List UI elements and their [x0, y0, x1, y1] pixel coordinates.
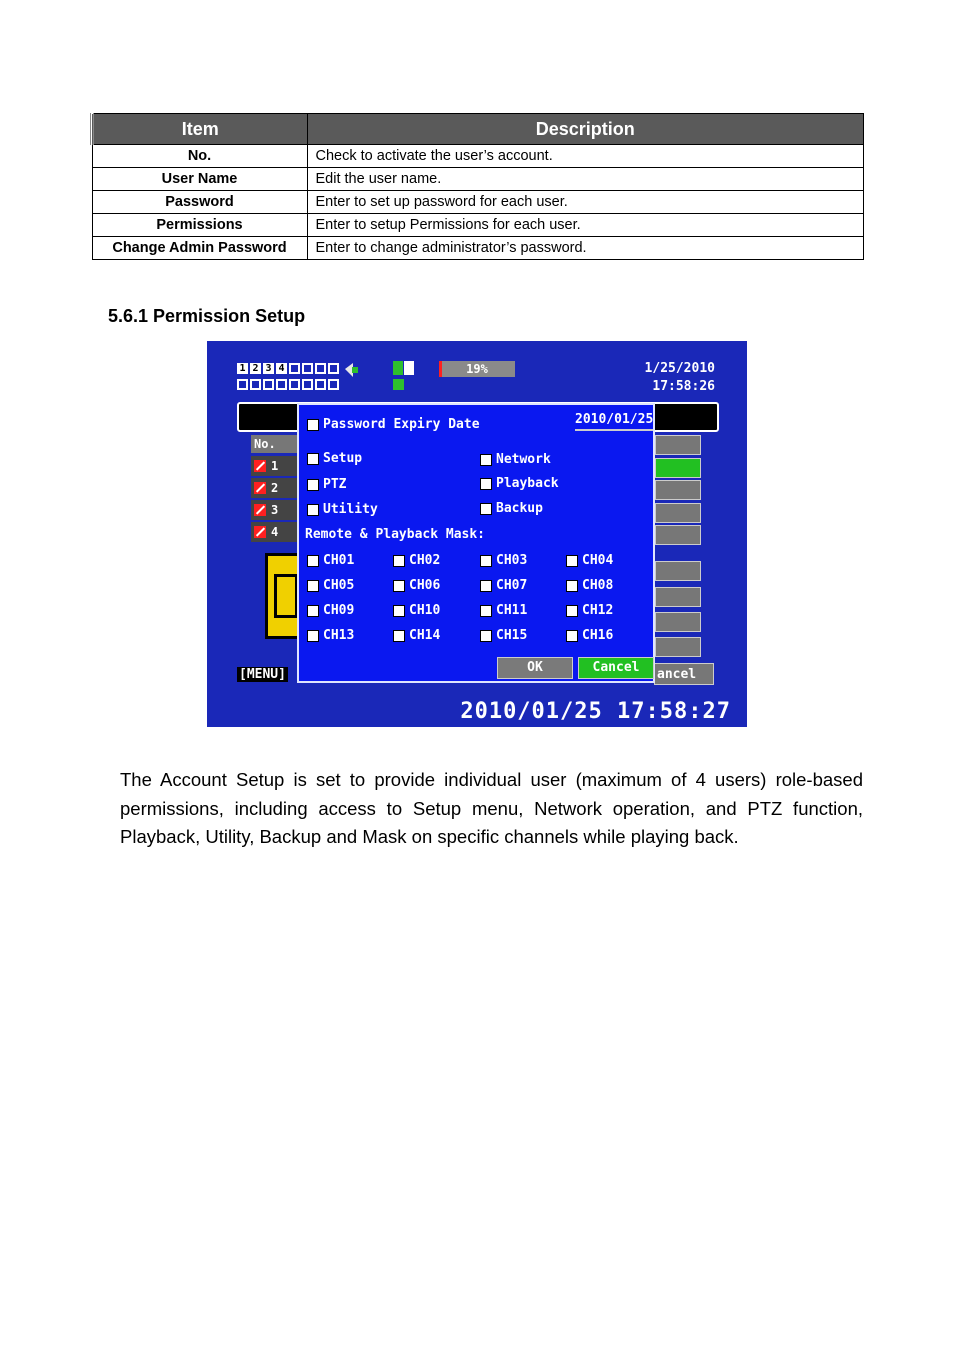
channel-checkbox[interactable]: [566, 628, 613, 643]
checkbox-icon[interactable]: [307, 555, 319, 567]
perm-utility-checkbox[interactable]: [307, 502, 378, 517]
user-row[interactable]: [251, 456, 297, 476]
checkbox-icon[interactable]: [480, 454, 492, 466]
channel-checkbox[interactable]: [566, 603, 613, 618]
checkbox-icon[interactable]: [307, 504, 319, 516]
checkbox-icon[interactable]: [307, 580, 319, 592]
hdd-usage-label: 19%: [466, 362, 488, 376]
menu-hint: [MENU]: [239, 667, 286, 682]
side-button[interactable]: [655, 612, 701, 632]
side-button[interactable]: [655, 587, 701, 607]
checkbox-icon[interactable]: [393, 580, 405, 592]
camera-slot-icon: [237, 379, 248, 390]
checkbox-icon[interactable]: [254, 504, 266, 516]
channel-checkbox[interactable]: [393, 603, 440, 618]
perm-label: PTZ: [323, 477, 347, 492]
checkbox-icon[interactable]: [307, 605, 319, 617]
usb-storage-icon: [393, 361, 417, 393]
osd-date: 1/25/2010: [644, 361, 715, 376]
camera-3-indicator: 3: [263, 363, 274, 374]
channel-checkbox[interactable]: [393, 578, 440, 593]
camera-status-row-2: [237, 379, 339, 390]
channel-label: CH09: [323, 603, 355, 618]
checkbox-icon[interactable]: [566, 605, 578, 617]
channel-label: CH07: [496, 578, 528, 593]
table-header-row: [92, 114, 864, 145]
channel-label: CH08: [582, 578, 614, 593]
camera-slot-icon: [289, 363, 300, 374]
checkbox-icon[interactable]: [393, 555, 405, 567]
checkbox-icon[interactable]: [480, 630, 492, 642]
camera-1-indicator: 1: [237, 363, 248, 374]
checkbox-icon[interactable]: [566, 580, 578, 592]
channel-checkbox[interactable]: [566, 553, 613, 568]
row-item: Change Admin Password: [92, 237, 307, 260]
perm-network-checkbox[interactable]: [480, 452, 551, 467]
channel-label: CH13: [323, 628, 355, 643]
camera-slot-icon: [263, 379, 274, 390]
side-button-active[interactable]: [655, 458, 701, 478]
checkbox-icon[interactable]: [254, 526, 266, 538]
channel-checkbox[interactable]: [480, 603, 527, 618]
ok-button[interactable]: OK: [497, 657, 573, 679]
camera-slot-icon: [289, 379, 300, 390]
channel-checkbox[interactable]: [480, 578, 527, 593]
channel-label: CH04: [582, 553, 614, 568]
user-row[interactable]: [251, 478, 297, 498]
row-item: No.: [92, 145, 307, 168]
camera-2-indicator: 2: [250, 363, 261, 374]
channel-checkbox[interactable]: [566, 578, 613, 593]
checkbox-icon[interactable]: [480, 580, 492, 592]
checkbox-icon[interactable]: [480, 555, 492, 567]
checkbox-icon[interactable]: [566, 630, 578, 642]
password-expiry-checkbox[interactable]: [307, 417, 480, 432]
perm-label: Utility: [323, 502, 378, 517]
channel-checkbox[interactable]: [307, 603, 354, 618]
row-item: User Name: [92, 168, 307, 191]
channel-checkbox[interactable]: [393, 553, 440, 568]
side-button[interactable]: [655, 525, 701, 545]
perm-label: Playback: [496, 476, 559, 491]
hdd-usage-bar: [439, 361, 515, 377]
camera-slot-icon: [250, 379, 261, 390]
camera-slot-icon: [315, 363, 326, 374]
section-heading: 5.6.1 Permission Setup: [108, 306, 306, 326]
camera-slot-icon: [315, 379, 326, 390]
channel-checkbox[interactable]: [307, 628, 354, 643]
side-button[interactable]: [655, 637, 701, 657]
checkbox-icon[interactable]: [480, 478, 492, 490]
channel-label: CH06: [409, 578, 441, 593]
perm-label: Network: [496, 452, 551, 467]
channel-label: CH10: [409, 603, 441, 618]
osd-time: 17:58:26: [652, 379, 715, 394]
checkbox-icon[interactable]: [566, 555, 578, 567]
cancel-button[interactable]: Cancel: [578, 657, 654, 679]
camera-slot-icon: [328, 363, 339, 374]
row-description: Enter to set up password for each user.: [307, 191, 864, 214]
row-description: Enter to setup Permissions for each user.: [307, 214, 864, 237]
checkbox-icon[interactable]: [480, 503, 492, 515]
table-row: [92, 145, 864, 168]
side-button[interactable]: [655, 435, 701, 455]
camera-slot-icon: [328, 379, 339, 390]
checkbox-icon[interactable]: [254, 482, 266, 494]
checkbox-icon[interactable]: [254, 460, 266, 472]
user-row[interactable]: [251, 500, 297, 520]
channel-checkbox[interactable]: [480, 553, 527, 568]
mask-title: Remote & Playback Mask:: [305, 527, 486, 542]
channel-label: CH03: [496, 553, 528, 568]
user-number: 4: [271, 525, 279, 539]
side-button[interactable]: [655, 561, 701, 581]
body-paragraph: The Account Setup is set to provide individual user (maximum of 4 users) role-based permissions, including access to Setup menu, Network operation, and PTZ function, Playback, Utility, Backup and Mask on specific channels while playing back.: [120, 769, 863, 847]
camera-slot-icon: [302, 379, 313, 390]
channel-checkbox[interactable]: [480, 628, 527, 643]
perm-label: Setup: [323, 451, 363, 466]
checkbox-icon[interactable]: [393, 605, 405, 617]
permission-dialog: [297, 403, 655, 683]
perm-ptz-checkbox[interactable]: [307, 477, 346, 492]
channel-label: CH01: [323, 553, 355, 568]
channel-checkbox[interactable]: [307, 553, 354, 568]
user-number: 1: [271, 459, 279, 473]
bottom-timestamp: 2010/01/25 17:58:27: [460, 699, 731, 724]
side-button[interactable]: [655, 480, 701, 500]
expiry-date-field[interactable]: 2010/01/25: [575, 412, 653, 431]
checkbox-icon[interactable]: [480, 605, 492, 617]
user-list: [251, 435, 297, 544]
user-number: 2: [271, 481, 279, 495]
dvr-permission-screenshot: [207, 341, 747, 727]
checkbox-icon[interactable]: [307, 630, 319, 642]
channel-label: CH16: [582, 628, 614, 643]
perm-backup-checkbox[interactable]: [480, 501, 543, 516]
camera-4-indicator: 4: [276, 363, 287, 374]
channel-checkbox[interactable]: [393, 628, 440, 643]
network-icon: [343, 361, 359, 379]
row-item: Permissions: [92, 214, 307, 237]
checkbox-icon[interactable]: [307, 453, 319, 465]
password-expiry-label: Password Expiry Date: [323, 417, 480, 432]
channel-label: CH14: [409, 628, 441, 643]
row-description: Enter to change administrator’s password.: [307, 237, 864, 260]
table-row: [92, 191, 864, 214]
camera-slot-icon: [302, 363, 313, 374]
table-row: [92, 237, 864, 260]
checkbox-icon[interactable]: [393, 630, 405, 642]
row-item: Password: [92, 191, 307, 214]
side-button[interactable]: [655, 503, 701, 523]
channel-label: CH05: [323, 578, 355, 593]
header-item: Item: [92, 114, 307, 145]
channel-label: CH02: [409, 553, 441, 568]
table-row: [92, 168, 864, 191]
item-description-table: [90, 113, 864, 260]
header-description: Description: [307, 114, 864, 145]
channel-label: CH12: [582, 603, 614, 618]
perm-playback-checkbox[interactable]: [480, 476, 559, 491]
channel-label: CH15: [496, 628, 528, 643]
checkbox-icon[interactable]: [307, 419, 319, 431]
perm-label: Backup: [496, 501, 543, 516]
row-description: Edit the user name.: [307, 168, 864, 191]
row-description: Check to activate the user’s account.: [307, 145, 864, 168]
checkbox-icon[interactable]: [307, 479, 319, 491]
camera-slot-icon: [276, 379, 287, 390]
channel-label: CH11: [496, 603, 528, 618]
table-row: [92, 214, 864, 237]
user-number: 3: [271, 503, 279, 517]
user-row[interactable]: [251, 522, 297, 542]
camera-status-row: [237, 363, 339, 374]
channel-checkbox[interactable]: [307, 578, 354, 593]
cancel-button-behind[interactable]: ancel: [654, 663, 714, 685]
user-list-header: No.: [251, 435, 297, 453]
perm-setup-checkbox[interactable]: [307, 451, 362, 466]
